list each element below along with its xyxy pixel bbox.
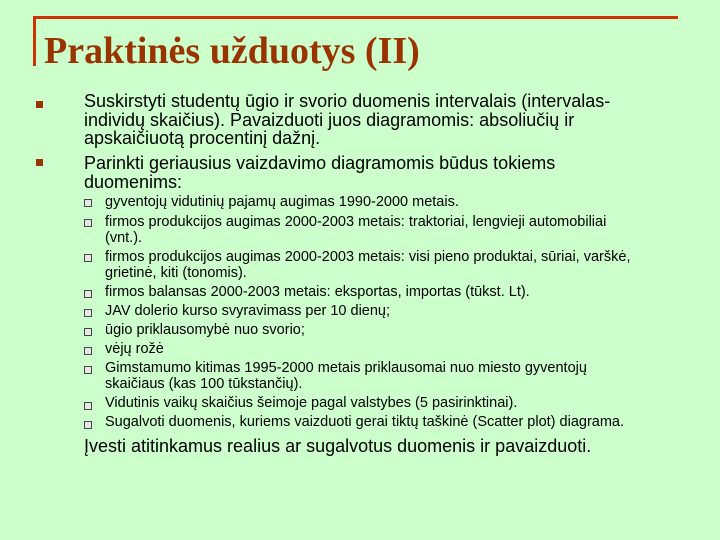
main-item-line: individų skaičius). Pavaizduoti juos diagramomis: absoliučių ir bbox=[84, 109, 575, 130]
square-bullet-icon bbox=[36, 159, 43, 166]
hollow-square-bullet-icon bbox=[84, 402, 92, 410]
main-item-line: duomenims: bbox=[84, 171, 183, 192]
sub-item-line: firmos produkcijos augimas 2000-2003 metais: traktoriai, lengvieji automobiliai bbox=[105, 214, 607, 230]
hollow-square-bullet-icon bbox=[84, 366, 92, 374]
closing-instruction: Įvesti atitinkamus realius ar sugalvotus duomenis ir pavaizduoti. bbox=[84, 436, 592, 456]
sub-item-line: grietinė, kiti (tonomis). bbox=[105, 264, 247, 281]
slide-title: Praktinės užduotys (II) bbox=[44, 30, 420, 72]
sub-item-line: ūgio priklausomybė nuo svorio; bbox=[105, 322, 305, 338]
sub-item-line: Vidutinis vaikų skaičius šeimoje pagal valstybes (5 pasirinktinai). bbox=[105, 395, 518, 411]
sub-item bbox=[105, 396, 695, 412]
sub-item bbox=[105, 323, 695, 339]
sub-item bbox=[105, 342, 695, 358]
sub-item-line: Sugalvoti duomenis, kuriems vaizduoti gerai tiktų taškinė (Scatter plot) diagrama. bbox=[105, 414, 625, 430]
sub-item-line: skaičiaus (kas 100 tūkstančių). bbox=[105, 375, 303, 392]
hollow-square-bullet-icon bbox=[84, 199, 92, 207]
sub-item-line: Gimstamumo kitimas 1995-2000 metais priklausomai nuo miesto gyventojų bbox=[105, 360, 587, 376]
sub-item-line: firmos balansas 2000-2003 metais: eksportas, importas (tūkst. Lt). bbox=[105, 284, 530, 300]
hollow-square-bullet-icon bbox=[84, 421, 92, 429]
sub-item bbox=[105, 195, 695, 211]
sub-item bbox=[105, 215, 695, 246]
main-item-line: apskaičiuotą procentinį dažnį. bbox=[84, 128, 321, 148]
sub-item-line: gyventojų vidutinių pajamų augimas 1990-2000 metais. bbox=[105, 194, 459, 210]
hollow-square-bullet-icon bbox=[84, 347, 92, 355]
hollow-square-bullet-icon bbox=[84, 254, 92, 262]
hollow-square-bullet-icon bbox=[84, 328, 92, 336]
sub-item bbox=[105, 250, 695, 281]
sub-item-line: (vnt.). bbox=[105, 229, 143, 246]
main-item-line: Parinkti geriausius vaizdavimo diagramomis būdus tokiems bbox=[84, 153, 556, 173]
sub-item-line: vėjų rožė bbox=[105, 341, 164, 357]
main-item-line: Suskirstyti studentų ūgio ir svorio duomenis intervalais (intervalas- bbox=[84, 91, 611, 111]
hollow-square-bullet-icon bbox=[84, 290, 92, 298]
hollow-square-bullet-icon bbox=[84, 219, 92, 227]
hollow-square-bullet-icon bbox=[84, 309, 92, 317]
sub-item bbox=[105, 361, 695, 392]
main-item bbox=[84, 154, 704, 191]
sub-item bbox=[105, 415, 695, 431]
sub-item-line: firmos produkcijos augimas 2000-2003 metais: visi pieno produktai, sūriai, varškė, bbox=[105, 249, 631, 265]
sub-item bbox=[105, 285, 695, 301]
sub-item bbox=[105, 304, 695, 320]
sub-item-line: JAV dolerio kurso svyravimass per 10 dienų; bbox=[105, 303, 391, 319]
square-bullet-icon bbox=[36, 101, 43, 108]
main-item bbox=[84, 92, 704, 148]
